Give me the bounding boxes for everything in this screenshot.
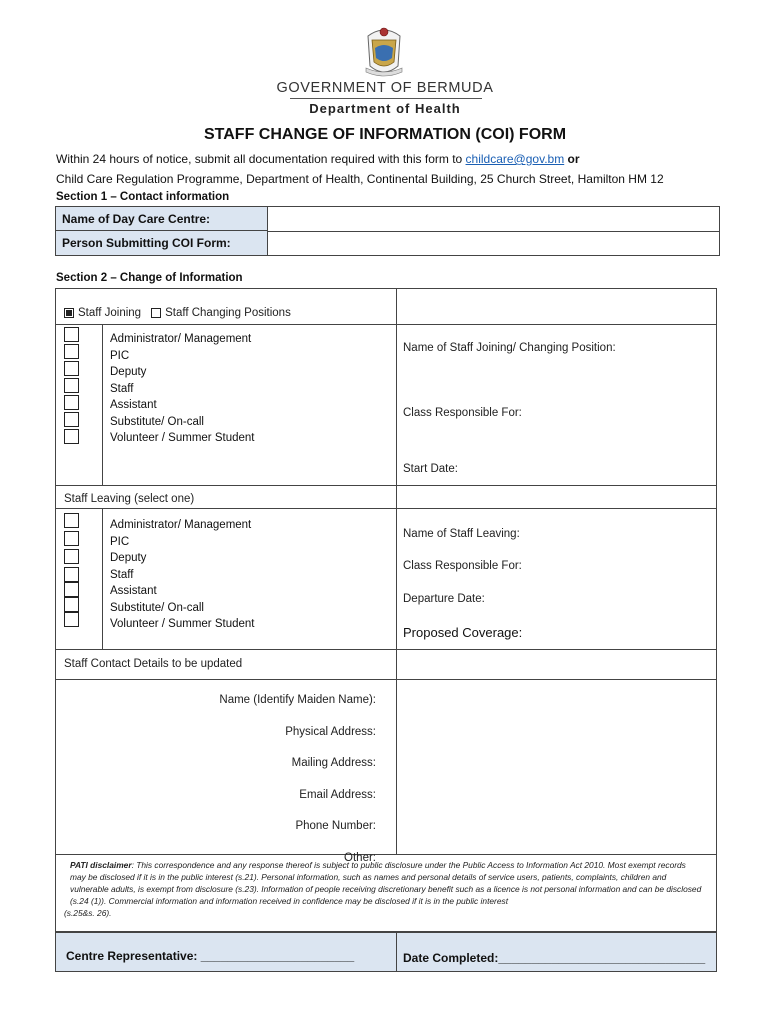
pati-disclaimer — [64, 859, 704, 919]
government-heading: GOVERNMENT OF BERMUDA — [276, 80, 494, 96]
intro-or: or — [564, 152, 580, 166]
role-label: Assistant — [110, 585, 157, 597]
column-divider — [396, 289, 397, 854]
bermuda-coat-of-arms-logo — [362, 22, 406, 78]
role-checkbox[interactable] — [64, 513, 79, 528]
section-1-table — [55, 206, 720, 256]
departure-date-label: Departure Date: — [403, 593, 485, 605]
leaving-role-list — [110, 517, 254, 633]
pati-label: PATI disclaimer — [70, 860, 132, 870]
email-address-label: Email Address: — [299, 788, 376, 801]
role-label: Administrator/ Management — [110, 333, 252, 345]
leaving-checkbox-group — [64, 513, 79, 627]
pati-text: : This correspondence and any response thereof is subject to public disclosure under the Public Access to Information Act 2010. Most exempt records may be disclosed if it is in the public interest (s.21). Personal information, such as names and personal details of service users, patients, complaints, children and vulnerable adults, is exempt from disclosure (s.23). Information of people receiving discretionary benefit such as a licence is not personal information and can be disclosed (s.24 (1)). Commercial information and information received in confidence may be disclosed if it is in the public interest — [70, 860, 702, 906]
contact-field-labels — [56, 685, 376, 874]
role-label: Staff — [110, 568, 134, 581]
contact-details-label: Staff Contact Details to be updated — [64, 658, 243, 670]
role-label: Administrator/ Management — [110, 519, 252, 531]
centre-name-label: Name of Day Care Centre: — [56, 207, 268, 231]
intro-line-1 — [56, 152, 580, 166]
role-checkbox[interactable] — [64, 567, 79, 582]
column-divider — [396, 933, 397, 971]
joining-role-list — [110, 331, 254, 447]
signature-row — [55, 932, 717, 972]
row-divider — [56, 649, 716, 650]
row-divider — [56, 485, 716, 486]
role-label: PIC — [110, 349, 130, 362]
role-checkbox[interactable] — [64, 597, 79, 612]
role-checkbox[interactable] — [64, 378, 79, 393]
joining-class-label: Class Responsible For: — [403, 407, 522, 419]
role-label: Substitute/ On-call — [110, 415, 204, 428]
staff-changing-label: Staff Changing Positions — [165, 307, 291, 319]
submitter-label: Person Submitting COI Form: — [56, 231, 268, 255]
role-label: Substitute/ On-call — [110, 601, 204, 614]
row-divider — [56, 324, 716, 325]
section-2-heading: Section 2 – Change of Information — [56, 272, 243, 284]
leaving-class-label: Class Responsible For: — [403, 560, 522, 572]
role-checkbox[interactable] — [64, 549, 79, 564]
staff-joining-label: Staff Joining — [78, 307, 142, 319]
phone-number-label: Phone Number: — [295, 820, 376, 832]
role-checkbox[interactable] — [64, 361, 79, 376]
checkbox-column-divider — [102, 324, 103, 485]
staff-joining-name-label: Name of Staff Joining/ Changing Position: — [403, 342, 616, 354]
physical-address-label: Physical Address: — [285, 725, 376, 738]
role-checkbox[interactable] — [64, 327, 79, 342]
start-date-label: Start Date: — [403, 463, 458, 475]
pati-refs: (s.25&s. 26). — [64, 908, 112, 918]
role-label: Deputy — [110, 366, 147, 378]
mailing-address-label: Mailing Address: — [291, 757, 376, 769]
proposed-coverage-label: Proposed Coverage: — [403, 625, 523, 640]
joining-options — [64, 307, 291, 319]
submitter-field[interactable] — [268, 231, 719, 255]
date-completed-field[interactable]: Date Completed:_______________________________ — [403, 951, 706, 965]
staff-leaving-label: Staff Leaving (select one) — [64, 493, 195, 505]
role-checkbox[interactable] — [64, 429, 79, 444]
department-heading: Department of Health — [309, 101, 461, 116]
row-divider — [56, 508, 716, 509]
joining-checkbox-group — [64, 327, 79, 444]
role-checkbox[interactable] — [64, 582, 79, 597]
staff-changing-checkbox[interactable] — [151, 308, 161, 318]
role-label: PIC — [110, 535, 130, 548]
intro-line-2: Child Care Regulation Programme, Department of Health, Continental Building, 25 Church Street, Hamilton HM 12 — [56, 172, 664, 186]
checkbox-column-divider — [102, 508, 103, 649]
centre-name-field[interactable] — [268, 207, 719, 232]
role-label: Volunteer / Summer Student — [110, 618, 255, 630]
intro-text: Within 24 hours of notice, submit all documentation required with this form to — [56, 152, 466, 166]
role-label: Volunteer / Summer Student — [110, 432, 255, 444]
form-title: STAFF CHANGE OF INFORMATION (COI) FORM — [203, 126, 567, 143]
role-checkbox[interactable] — [64, 531, 79, 546]
role-label: Assistant — [110, 399, 157, 411]
centre-representative-field[interactable]: Centre Representative: _______________________ — [66, 949, 355, 963]
staff-leaving-name-label: Name of Staff Leaving: — [403, 528, 520, 540]
role-checkbox[interactable] — [64, 344, 79, 359]
role-label: Deputy — [110, 552, 147, 564]
section-1-heading: Section 1 – Contact information — [56, 191, 230, 203]
staff-joining-checkbox[interactable] — [64, 308, 74, 318]
heading-divider — [290, 98, 482, 99]
other-label: Other: — [344, 851, 376, 864]
role-checkbox[interactable] — [64, 612, 79, 627]
section-2-table — [55, 288, 717, 933]
row-divider — [56, 679, 716, 680]
role-label: Staff — [110, 382, 134, 395]
role-checkbox[interactable] — [64, 412, 79, 427]
maiden-name-label: Name (Identify Maiden Name): — [219, 694, 376, 706]
email-link[interactable]: childcare@gov.bm — [465, 152, 565, 166]
role-checkbox[interactable] — [64, 395, 79, 410]
checkbox-mark — [66, 310, 72, 316]
